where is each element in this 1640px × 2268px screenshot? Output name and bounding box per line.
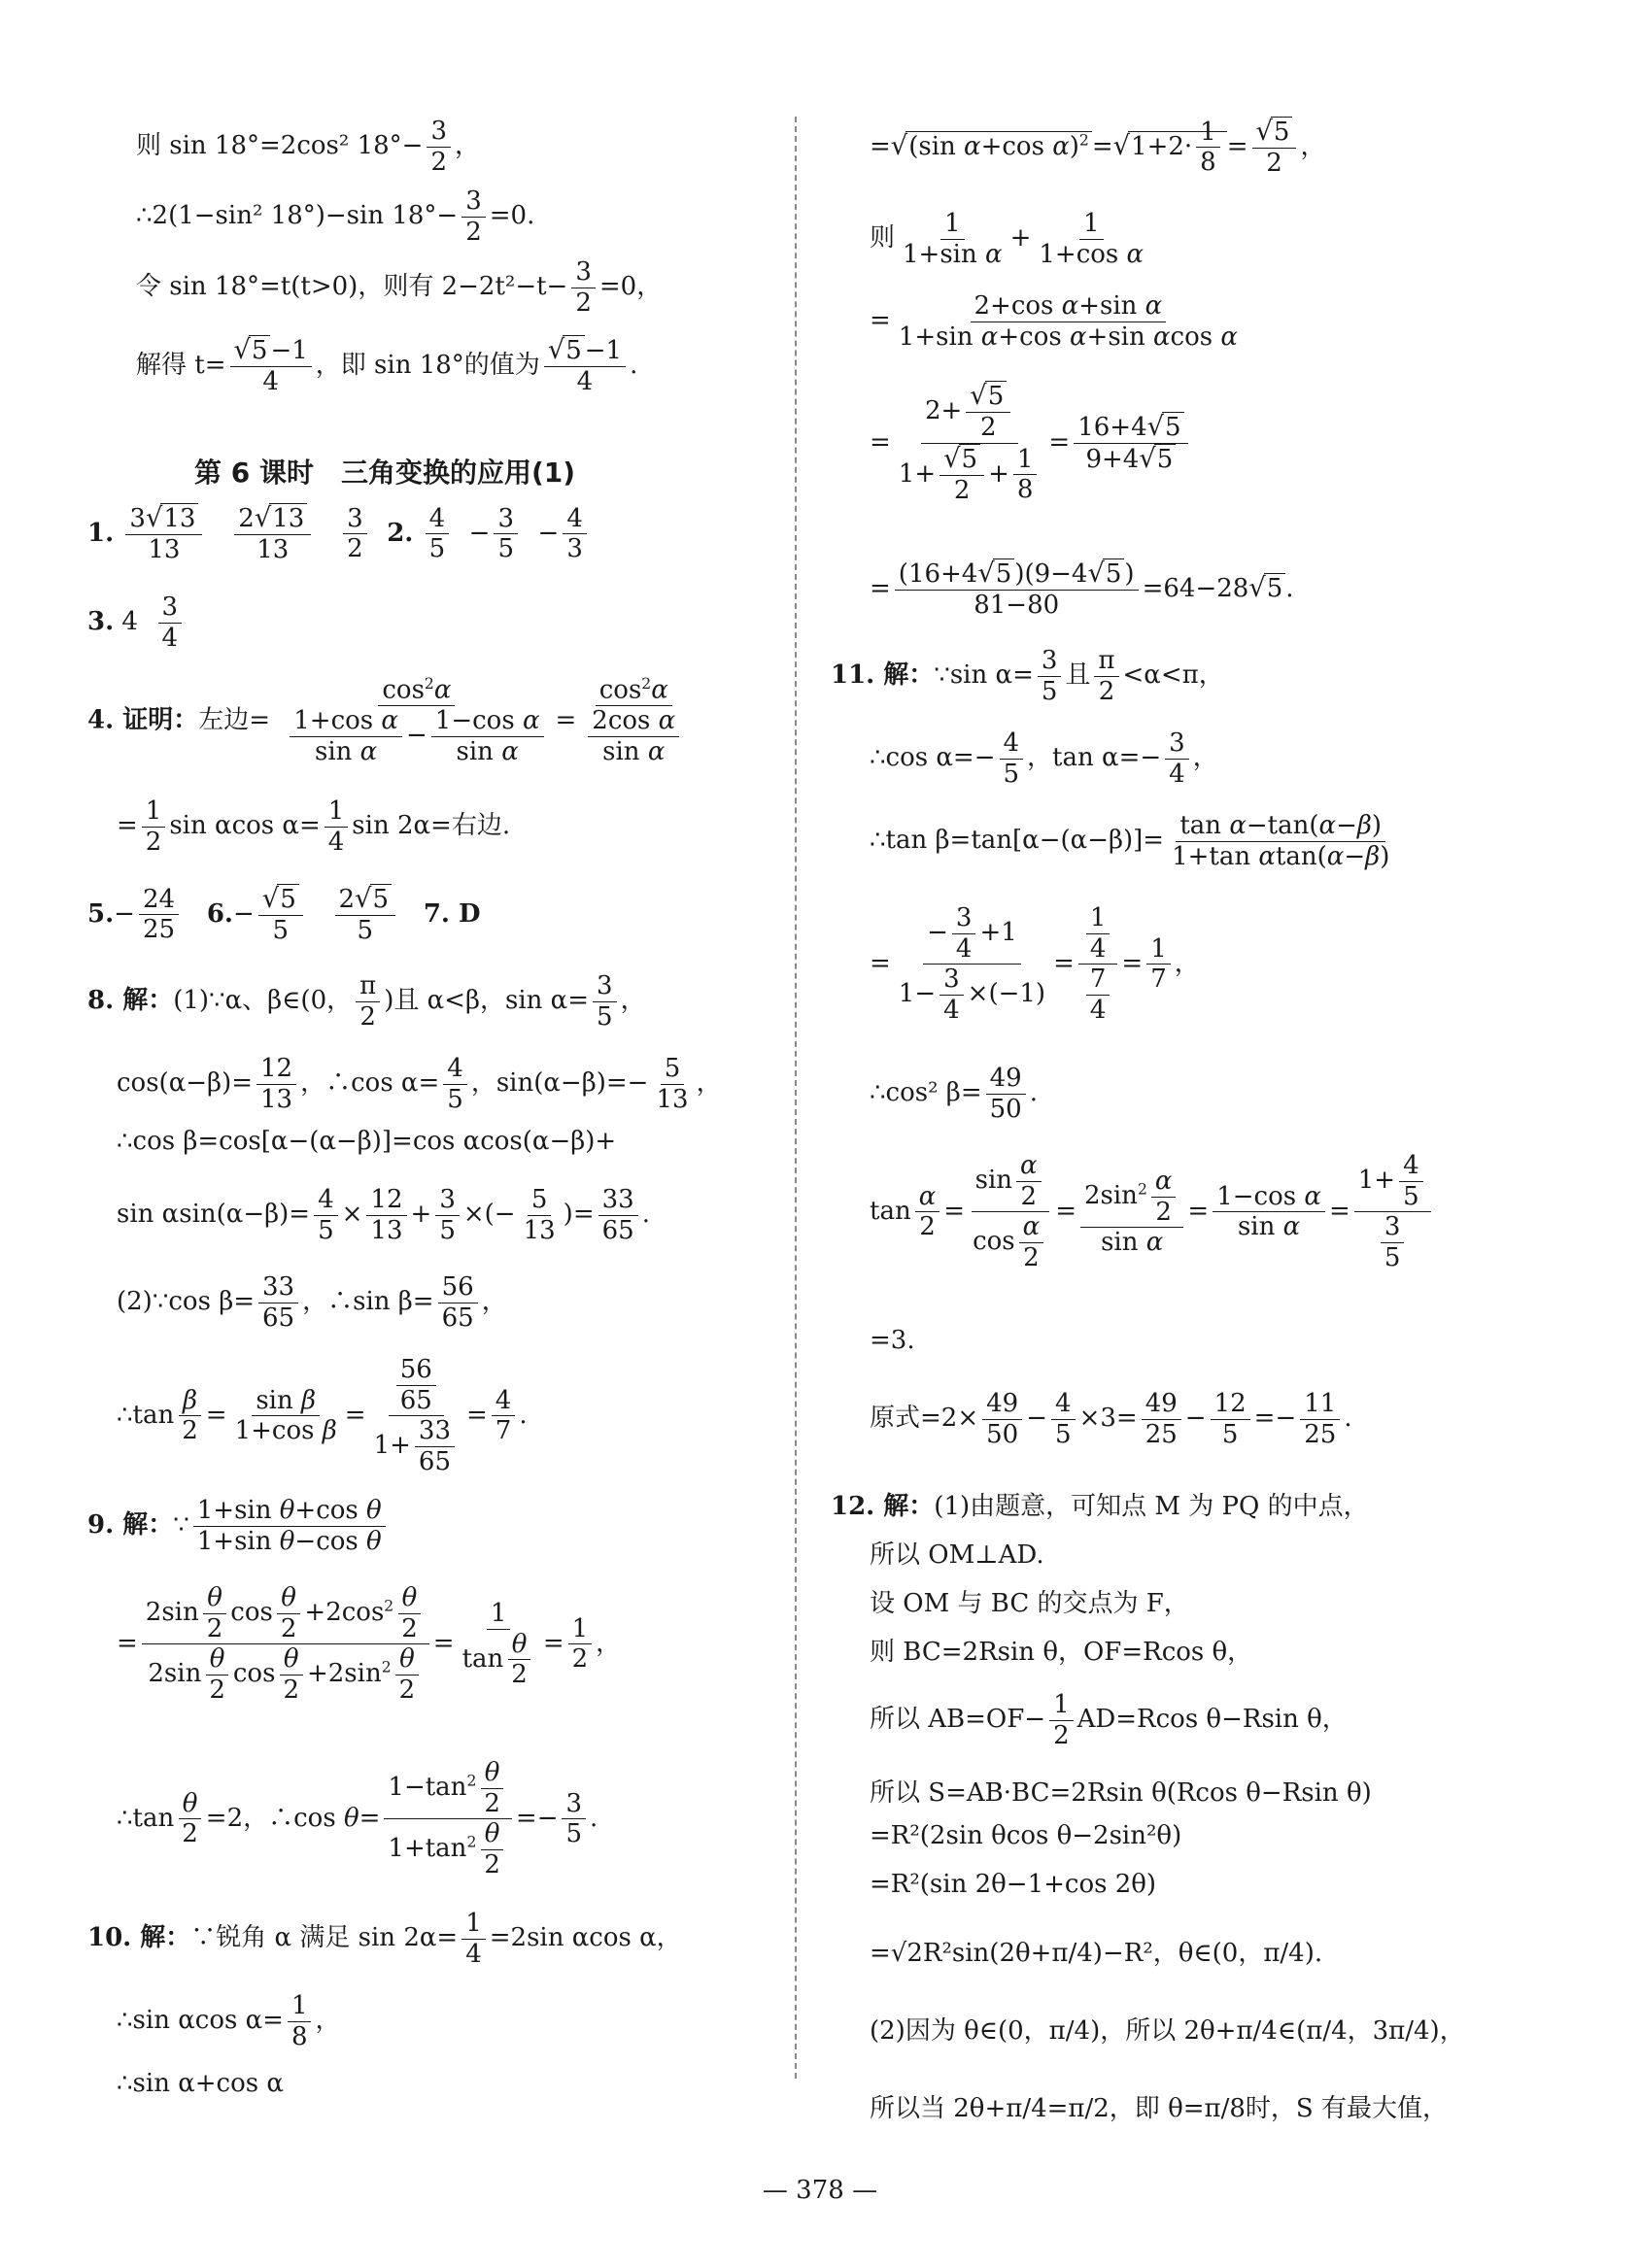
answer-8-line-5: (2)∵cos β= $\frac{33}{65}$ ，∴sin β= $\frac{56}{65}$ ， bbox=[117, 1272, 507, 1333]
answer-11-line-4: = − $\frac{3}{4}$ +1 1− $\frac{3}{4}$ ×(−1) = $\frac{\frac{1}{4}}{\frac{7}{4}}$ = $\frac{1}{7}$ ， bbox=[870, 903, 1200, 1026]
answer-11-line-1: 11. 解：∵sin α= $\frac{3}{5}$ 且 $\frac{\pi}{2}$ <α<π， bbox=[831, 646, 1224, 706]
answer-12-line-9: =√2R²sin(2θ+π/4)−R²，θ∈(0，π/4). bbox=[870, 1939, 1323, 1968]
answer-3: 3. 4 $\frac{3}{4}$ bbox=[87, 592, 186, 653]
answer-10-cont-2: 则 $\frac{1}{\text{1+sin α}}$ + $\frac{1}{\text{1+cos α}}$ bbox=[870, 209, 1145, 269]
answer-10-cont-3: = $\frac{\text{2+cos α+sin α}}{\text{1+sin α+cos α+sin αcos α}}$ bbox=[870, 291, 1238, 352]
answer-12-line-3: 设 OM 与 BC 的交点为 F， bbox=[870, 1589, 1189, 1618]
answer-10-line-2: ∴sin αcos α= $\frac{1}{8}$ ， bbox=[117, 1991, 341, 2051]
answer-8-line-2: cos(α−β)= $\frac{12}{13}$ ，∴cos α= $\frac{4}{5}$ ，sin(α−β)=− $\frac{5}{13}$ ， bbox=[117, 1054, 722, 1114]
answer-10-line-3: ∴sin α+cos α bbox=[117, 2069, 284, 2098]
column-divider bbox=[795, 117, 797, 2079]
answer-8-line-3: ∴cos β=cos[α−(α−β)]=cos αcos(α−β)+ bbox=[117, 1127, 617, 1156]
answer-12-line-2: 所以 OM⊥AD. bbox=[870, 1540, 1044, 1570]
answer-12-line-11: 所以当 2θ+π/4=π/2，即 θ=π/8时，S 有最大值， bbox=[870, 2094, 1448, 2123]
answer-10-cont-4: = 2+ $\frac{√5}{2}$ 1+ $\frac{√5}{2}$ + $\frac{1}{8}$ = $\frac{16+4√5}{9+4√5}$ bbox=[870, 381, 1192, 506]
answer-10-line-1: 10. 解：∵锐角 α 满足 sin 2α= $\frac{1}{4}$ =2sin αcos α， bbox=[87, 1909, 682, 1969]
answer-8-line-6: ∴tan $\frac{\beta}{2}$ = $\frac{\text{sin β}}{\text{1+cos β}}$ = $\frac{56}{65}$ 1+ $\frac{33}{65}$ = $\frac{4}{7}$ . bbox=[117, 1355, 528, 1477]
answer-11-line-8: 原式=2× $\frac{49}{50}$ − $\frac{4}{5}$ ×3= $\frac{49}{25}$ − $\frac{12}{5}$ =− $\frac{11}{25}$ . bbox=[870, 1389, 1352, 1449]
answer-12-line-7: =R²(2sin θcos θ−2sin²θ) bbox=[870, 1821, 1182, 1850]
answer-11-line-5: ∴cos² β= $\frac{49}{50}$ . bbox=[870, 1064, 1038, 1124]
answer-8-line-1: 8. 解：(1)∵α、β∈(0， $\frac{\pi}{2}$ )且 α<β，sin α= $\frac{3}{5}$ ， bbox=[87, 971, 646, 1032]
answer-1-2: 1. $\frac{3√13}{13}$ $\frac{2√13}{13}$ $\frac{3}{2}$ 2. $\frac{4}{5}$ − $\frac{3}{5}$ − $\frac{4}{3}$ bbox=[87, 503, 591, 565]
answer-11-line-3: ∴tan β=tan[α−(α−β)]= $\frac{\text{tan α−tan(α−β)}}{\text{1+tan αtan(α−β)}}$ bbox=[870, 811, 1390, 871]
answer-9-line-2: = 2sin $\frac{\theta}{2}$ cos $\frac{\theta}{2}$ $+2\cos^2$ $\frac{\theta}{2}$ 2sin $\frac{\theta}{2}$ cos $\frac{\theta}{2}$ $+2\sin^2$ $\frac{\theta}{2}$ = 1 tan $\frac{\theta}{2}$ = $\frac{1}{2}$ ， bbox=[117, 1583, 622, 1706]
answer-12-line-6: 所以 S=AB·BC=2Rsin θ(Rcos θ−Rsin θ) bbox=[870, 1778, 1372, 1808]
answer-12-line-1: 12. 解：(1)由题意，可知点 M 为 PQ 的中点， bbox=[831, 1492, 1369, 1521]
answer-4-result: = $\frac{1}{2}$ sin αcos α= $\frac{1}{4}$ sin 2α=右边. bbox=[117, 796, 511, 857]
answer-9-line-3: ∴tan $\frac{\theta}{2}$ =2，∴cos θ= $1-\tan^2$ $\frac{\theta}{2}$ $1+\tan^2$ $\frac{\theta}{2}$ =− $\frac{3}{5}$ . bbox=[117, 1758, 598, 1880]
answer-10-cont-1: =√(sin α+cos α)$^2$ =√1+2· $\frac{1}{8}$ = $\frac{√5}{2}$ ， bbox=[870, 117, 1326, 179]
sin18-line-2: ∴2(1−sin² 18°)−sin 18°− $\frac{3}{2}$ =0. bbox=[136, 186, 535, 247]
answer-12-line-8: =R²(sin 2θ−1+cos 2θ) bbox=[870, 1870, 1157, 1899]
answer-12-line-5: 所以 AB=OF− $\frac{1}{2}$ AD=Rcos θ−Rsin θ， bbox=[870, 1690, 1348, 1750]
answer-11-line-7: =3. bbox=[870, 1326, 915, 1355]
answer-9-line-1: 9. 解：∵ $\frac{\text{1+sin θ+cos θ}}{\text{1+sin θ−cos θ}}$ bbox=[87, 1496, 390, 1556]
sin18-line-1: 则 sin 18°=2cos² 18°− $\frac{3}{2}$ ， bbox=[136, 117, 481, 177]
answer-8-line-4: sin αsin(α−β)= $\frac{4}{5}$ × $\frac{12}{13}$ + $\frac{3}{5}$ ×(− $\frac{5}{13}$ )= $\frac{33}{65}$ . bbox=[117, 1185, 650, 1245]
answer-11-line-2: ∴cos α=− $\frac{4}{5}$ ，tan α=− $\frac{3}{4}$ ， bbox=[870, 728, 1218, 789]
sin18-line-3: 令 sin 18°=t(t>0)，则有 2−2t²−t− $\frac{3}{2}$ =0， bbox=[136, 257, 663, 318]
answer-4: 4. 证明：左边= $\cos^2\alpha$ $\frac{\text{1+cos α}}{\text{sin α}}$ − $\frac{\text{1−cos α}}{\text{sin α}}$ = $\frac{\cos^2\alpha}{\frac{\text{2cos α}}{\text{sin α}}}$ bbox=[87, 675, 691, 767]
answer-5-6-7: 5.− $\frac{24}{25}$ 6.− $\frac{√5}{5}$ $\frac{2√5}{5}$ 7. D bbox=[87, 884, 481, 946]
section-title: 第 6 课时 三角变换的应用(1) bbox=[194, 457, 576, 489]
answer-10-cont-5: = $\frac{(16+4√5 )(9-4√5 )}{81-80}$ =64−28√5 . bbox=[870, 559, 1294, 621]
answer-11-line-6: tan $\frac{\alpha}{2}$ = sin $\frac{\alpha}{2}$ cos $\frac{\alpha}{2}$ = $2\sin^2$ $\frac{\alpha}{2}$ sin α = $\frac{\text{1−cos α}}{\text{sin α}}$ = 1+ $\frac{4}{5}$ $\frac{3}{5}$ bbox=[870, 1151, 1435, 1273]
answer-12-line-10: (2)因为 θ∈(0，π/4)，所以 2θ+π/4∈(π/4，3π/4)， bbox=[870, 2016, 1465, 2046]
answer-12-line-4: 则 BC=2Rsin θ，OF=Rcos θ， bbox=[870, 1638, 1253, 1667]
sin18-line-4: 解得 t= $\frac{√5 -1}{4}$ ，即 sin 18°的值为 $\frac{√5 -1}{4}$ . bbox=[136, 335, 638, 397]
page-number: — 378 — bbox=[762, 2176, 878, 2205]
